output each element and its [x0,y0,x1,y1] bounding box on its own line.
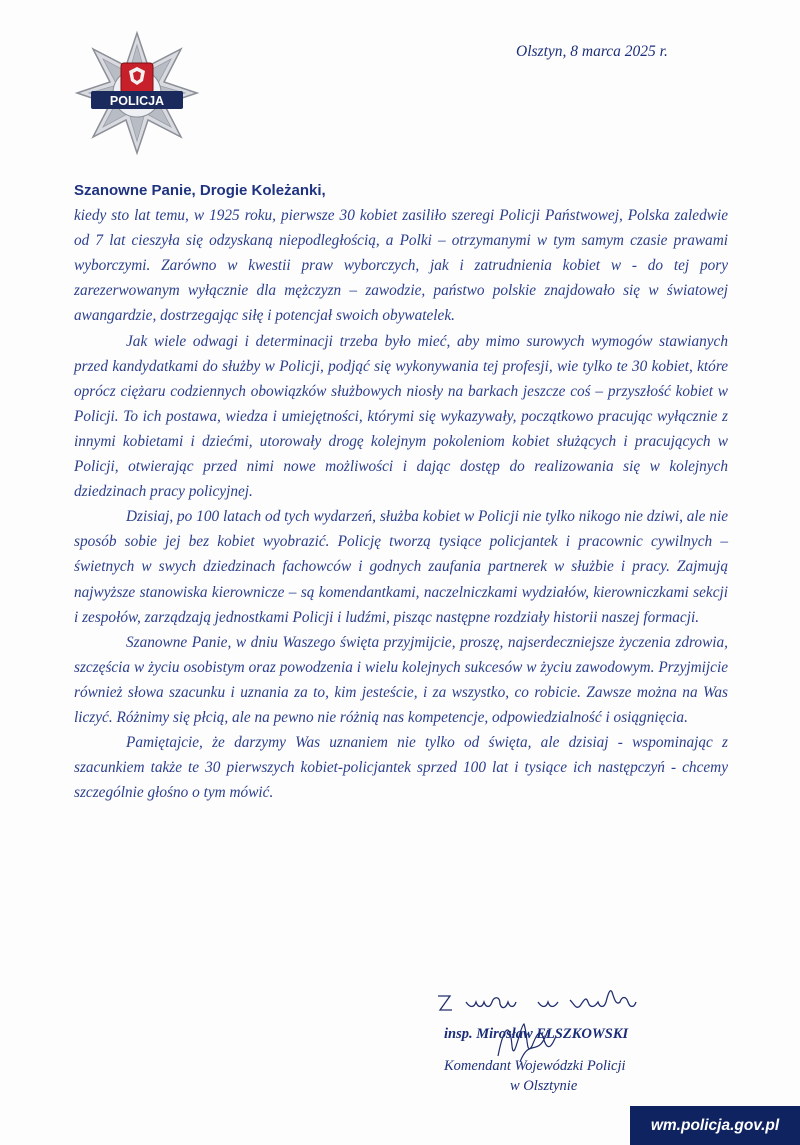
paragraph-3: Dzisiaj, po 100 latach od tych wydarzeń, służba kobiet w Policji nie tylko nikogo nie dziwi, ale nie sposób sobie jej bez kobiet wyobrazić. Policję tworzą tysiące policjantek i pracownic cywilnych – świetnych w swych dziedzinach fachowców i godnych zaufania partnerek w służbie i pracy. Zajmują najwyższe stanowiska kierownicze – są komendantkami, naczelniczkami wydziałów, kierowniczkami sekcji i zespołów, zarządzają jednostkami Policji i ludźmi, pisząc następne rozdziały historii naszej formacji. [74,508,728,626]
signer-name: insp. Mirosław ELSZKOWSKI [444,1026,629,1042]
salutation: Szanowne Panie, Drogie Koleżanki, [74,182,326,199]
handwritten-note [430,988,660,1018]
footer-url-badge[interactable]: wm.policja.gov.pl [630,1106,800,1145]
police-star-logo [74,30,200,156]
paragraph-1: kiedy sto lat temu, w 1925 roku, pierwsze 30 kobiet zasiliło szeregi Policji Państwowej, Polska zaledwie od 7 lat cieszyła się odzyskaną niepodległością, a Polki – otrzymanymi w tym samym czasie prawami wyborczymi. Zarówno w kwestii praw wyborczych, jak i zatrudnienia kobiet w - do tej pory zarezerwowanym wyłącznie dla mężczyzn – zawodzie, państwo polskie znajdowało się w światowej awangardzie, dostrzegając siłę i potencjał swoich obywatelek. [74,207,728,325]
paragraph-5: Pamiętajcie, że darzymy Was uznaniem nie tylko od święta, ale dzisiaj - wspominając z szacunkiem także te 30 pierwszych kobiet-policjantek sprzed 100 lat i tysiące ich następczyń - chcemy szczególnie głośno o tym mówić. [74,734,728,802]
signer-title: Komendant Wojewódzki Policji [444,1058,626,1074]
paragraph-4: Szanowne Panie, w dniu Waszego święta przyjmijcie, proszę, najserdeczniejsze życzenia zdrowia, szczęścia w życiu osobistym oraz powodzenia i wielu kolejnych sukcesów w życiu zawodowym. Przyjmijcie również słowa szacunku i uznania za to, kim jesteście, i za wszystko, co robicie. Zawsze można na Was liczyć. Różnimy się płcią, ale na pewno nie różnią nas kompetencje, odpowiedzialność i osiągnięcia. [74,633,728,726]
signature-block [400,988,700,1108]
letter-date: Olsztyn, 8 marca 2025 r. [516,43,668,60]
letter-body [74,178,728,805]
signer-location: w Olsztynie [510,1078,578,1094]
logo-text: POLICJA [109,94,165,108]
paragraph-2: Jak wiele odwagi i determinacji trzeba było mieć, aby mimo surowych wymogów stawianych przed kandydatkami do służby w Policji, podjąć się wykonywania tej profesji, wie tylko te 30 kobiet, które oprócz ciężaru codziennych obowiązków służbowych niosły na barkach jeszcze coś – przyszłość kobiet w Policji. To ich postawa, wiedza i umiejętności, którymi się wykazywały, początkowo pracując wyłącznie z innymi kobietami i dziećmi, utorowały drogę kolejnym pokoleniom kobiet służących i pracujących w Policji, otwierając przed nimi nowe możliwości i dając dostęp do realizowania się w kolejnych dziedzinach pracy policyjnej. [74,332,728,501]
